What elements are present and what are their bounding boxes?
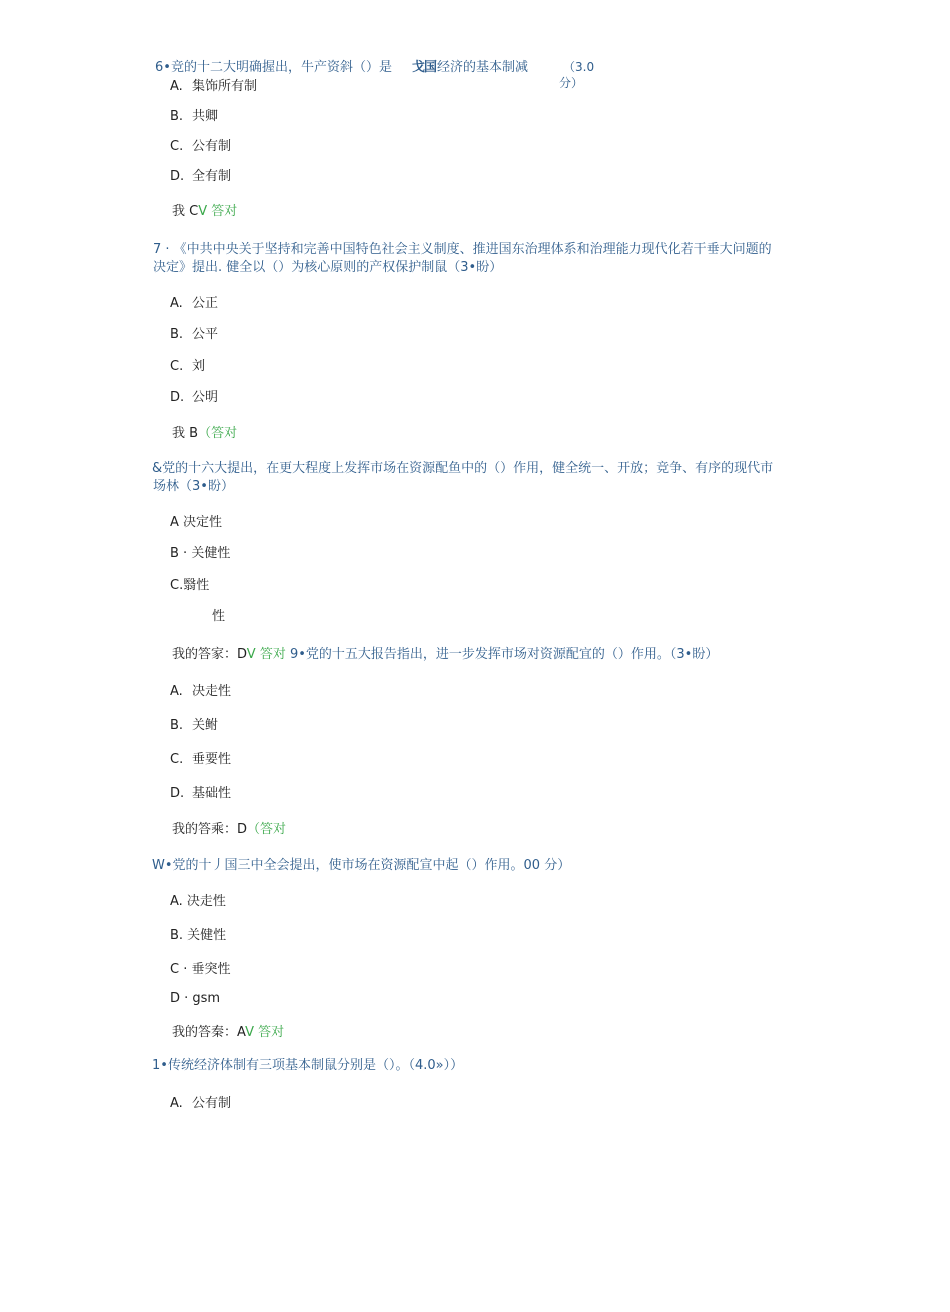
option-7c[interactable] bbox=[170, 358, 205, 376]
answer-prefix: 我的答秦：A bbox=[172, 1025, 246, 1040]
answer-10 bbox=[172, 1024, 284, 1042]
answer-prefix: 我 C bbox=[172, 204, 199, 219]
logo-mark: 戈国 bbox=[412, 60, 437, 75]
option-text: 全有制 bbox=[192, 169, 232, 184]
option-10a[interactable]: A. 决走性 bbox=[170, 894, 226, 909]
answer-result: （答对 bbox=[247, 822, 287, 837]
question-7-line2: 决定》提出. 健全以（）为核心原则的产权保护制鼠（3•盼） bbox=[153, 260, 503, 275]
option-10b[interactable]: B. 关健性 bbox=[170, 928, 227, 943]
option-11a[interactable] bbox=[170, 1095, 231, 1113]
answer-9 bbox=[172, 821, 286, 839]
option-label: C. bbox=[170, 359, 184, 374]
question-6-text-part1: 6•竞的十二大明确握出，牛产资斜（）是 bbox=[155, 60, 392, 75]
question-10-text: W•党的十丿国三中全会提出，使市场在资源配宣中起（）作用。00 分） bbox=[152, 858, 571, 873]
option-text: 垂要性 bbox=[192, 752, 232, 767]
question-7-line1: 7 · 《中共中央关于坚持和完善中国特色社会主义制度、推进国东治理体系和治理能力现代化若干垂大问题的 bbox=[153, 242, 772, 257]
option-text: 公平 bbox=[192, 327, 219, 342]
option-9b[interactable] bbox=[170, 717, 218, 735]
option-9d[interactable] bbox=[170, 785, 231, 803]
option-label: D. bbox=[170, 390, 185, 405]
option-6d[interactable] bbox=[170, 168, 231, 186]
option-label: A. bbox=[170, 1096, 183, 1111]
answer-6 bbox=[172, 203, 237, 221]
question-6-text bbox=[155, 59, 392, 77]
option-label: A. bbox=[170, 684, 183, 699]
answer-result: V 答对 bbox=[245, 1025, 285, 1040]
option-label: A. bbox=[170, 296, 183, 311]
answer-prefix: 我的答家：D bbox=[172, 647, 247, 662]
option-label: D. bbox=[170, 169, 185, 184]
option-7a[interactable] bbox=[170, 295, 218, 313]
option-8a[interactable]: A 决定性 bbox=[170, 515, 223, 530]
option-text: 刘 bbox=[192, 359, 206, 374]
answer-result: V 答对 bbox=[246, 647, 286, 662]
option-text: 集饰所有制 bbox=[192, 79, 258, 94]
option-10d[interactable]: D · gsm bbox=[170, 991, 221, 1006]
option-text: 公有制 bbox=[192, 1096, 232, 1111]
answer-result: V 答对 bbox=[198, 204, 238, 219]
answer-8 bbox=[172, 646, 718, 664]
option-6c[interactable] bbox=[170, 138, 231, 156]
option-label: B. bbox=[170, 327, 184, 342]
question-9-text: 9•党的十五大报告指出，进一步发挥市场对资源配宜的（）作用。（3•盼） bbox=[289, 647, 719, 662]
option-label: C. bbox=[170, 752, 184, 767]
option-text: 基础性 bbox=[192, 786, 232, 801]
question-6-score-line2: 分） bbox=[559, 76, 584, 90]
option-10c[interactable]: C · 垂突性 bbox=[170, 962, 231, 977]
option-8c[interactable]: C.翳性 bbox=[170, 578, 210, 593]
question-6-text-part2: 经济的基本制减 bbox=[437, 60, 529, 75]
option-6a[interactable] bbox=[170, 78, 257, 96]
option-text: 公明 bbox=[192, 390, 219, 405]
question-8-line1: &党的十六大提出，在更大程度上发挥市场在资源配鱼中的（）作用，健全统一、开放；竞争、有序的现代市 bbox=[152, 461, 774, 476]
option-9c[interactable] bbox=[170, 751, 231, 769]
option-label: B. bbox=[170, 718, 184, 733]
answer-7 bbox=[172, 425, 237, 443]
answer-result: （答对 bbox=[198, 426, 238, 441]
question-11-text: 1•传统经济体制有三项基本制鼠分别是（）。（4.0»）） bbox=[152, 1058, 464, 1073]
option-6b[interactable] bbox=[170, 108, 218, 126]
option-9a[interactable] bbox=[170, 683, 231, 701]
option-text: 关鲋 bbox=[192, 718, 219, 733]
question-8-line2: 场林（3•盼） bbox=[153, 479, 234, 494]
option-label: C. bbox=[170, 139, 184, 154]
option-7d[interactable] bbox=[170, 389, 218, 407]
option-label: B. bbox=[170, 109, 184, 124]
answer-prefix: 我的答乘：D bbox=[172, 822, 248, 837]
option-label: A. bbox=[170, 79, 183, 94]
option-8b[interactable]: B · 关健性 bbox=[170, 546, 231, 561]
option-text: 公有制 bbox=[192, 139, 232, 154]
answer-prefix: 我 B bbox=[172, 426, 199, 441]
option-text: 公正 bbox=[192, 296, 219, 311]
option-label: D. bbox=[170, 786, 185, 801]
option-7b[interactable] bbox=[170, 326, 218, 344]
question-6-score-line1: （3.0 bbox=[563, 60, 595, 74]
option-text: 共卿 bbox=[192, 109, 219, 124]
option-text: 决走性 bbox=[192, 684, 232, 699]
option-8d[interactable]: 性 bbox=[212, 609, 226, 624]
